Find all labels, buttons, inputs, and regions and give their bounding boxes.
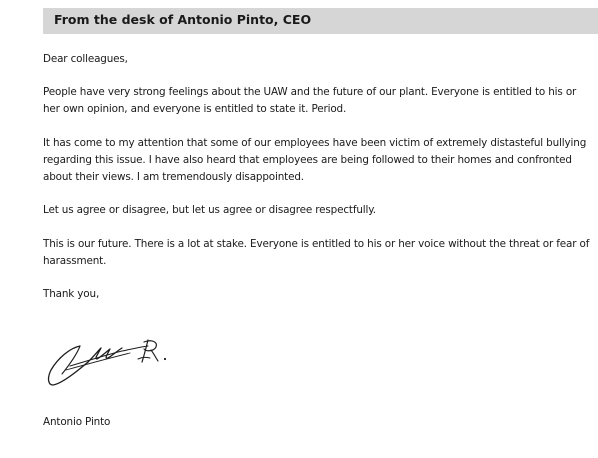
closing: Thank you, [43, 288, 100, 300]
body-paragraph-3: Let us agree or disagree, but let us agree or disagree respectfully. [43, 204, 376, 216]
body-paragraph-1: People have very strong feelings about the UAW and the future of our plant. Everyone is entitled to his or her own opinion, and everyone is entitled to state it. Period. [43, 86, 577, 115]
salutation: Dear colleagues, [43, 53, 128, 65]
body-paragraph-4: This is our future. There is a lot at stake. Everyone is entitled to his or her voice without the threat or fear of harassment. [43, 238, 590, 267]
letterhead-bar [43, 8, 598, 34]
signer-name: Antonio Pinto [43, 416, 111, 428]
body-paragraph-2: It has come to my attention that some of our employees have been victim of extremely distasteful bullying regarding this issue. I have also heard that employees are being followed to their homes and confronted about their views. I am tremendously disappointed. [43, 137, 587, 183]
signature-icon [44, 334, 176, 390]
letter-header-title: From the desk of Antonio Pinto, CEO [54, 12, 312, 27]
